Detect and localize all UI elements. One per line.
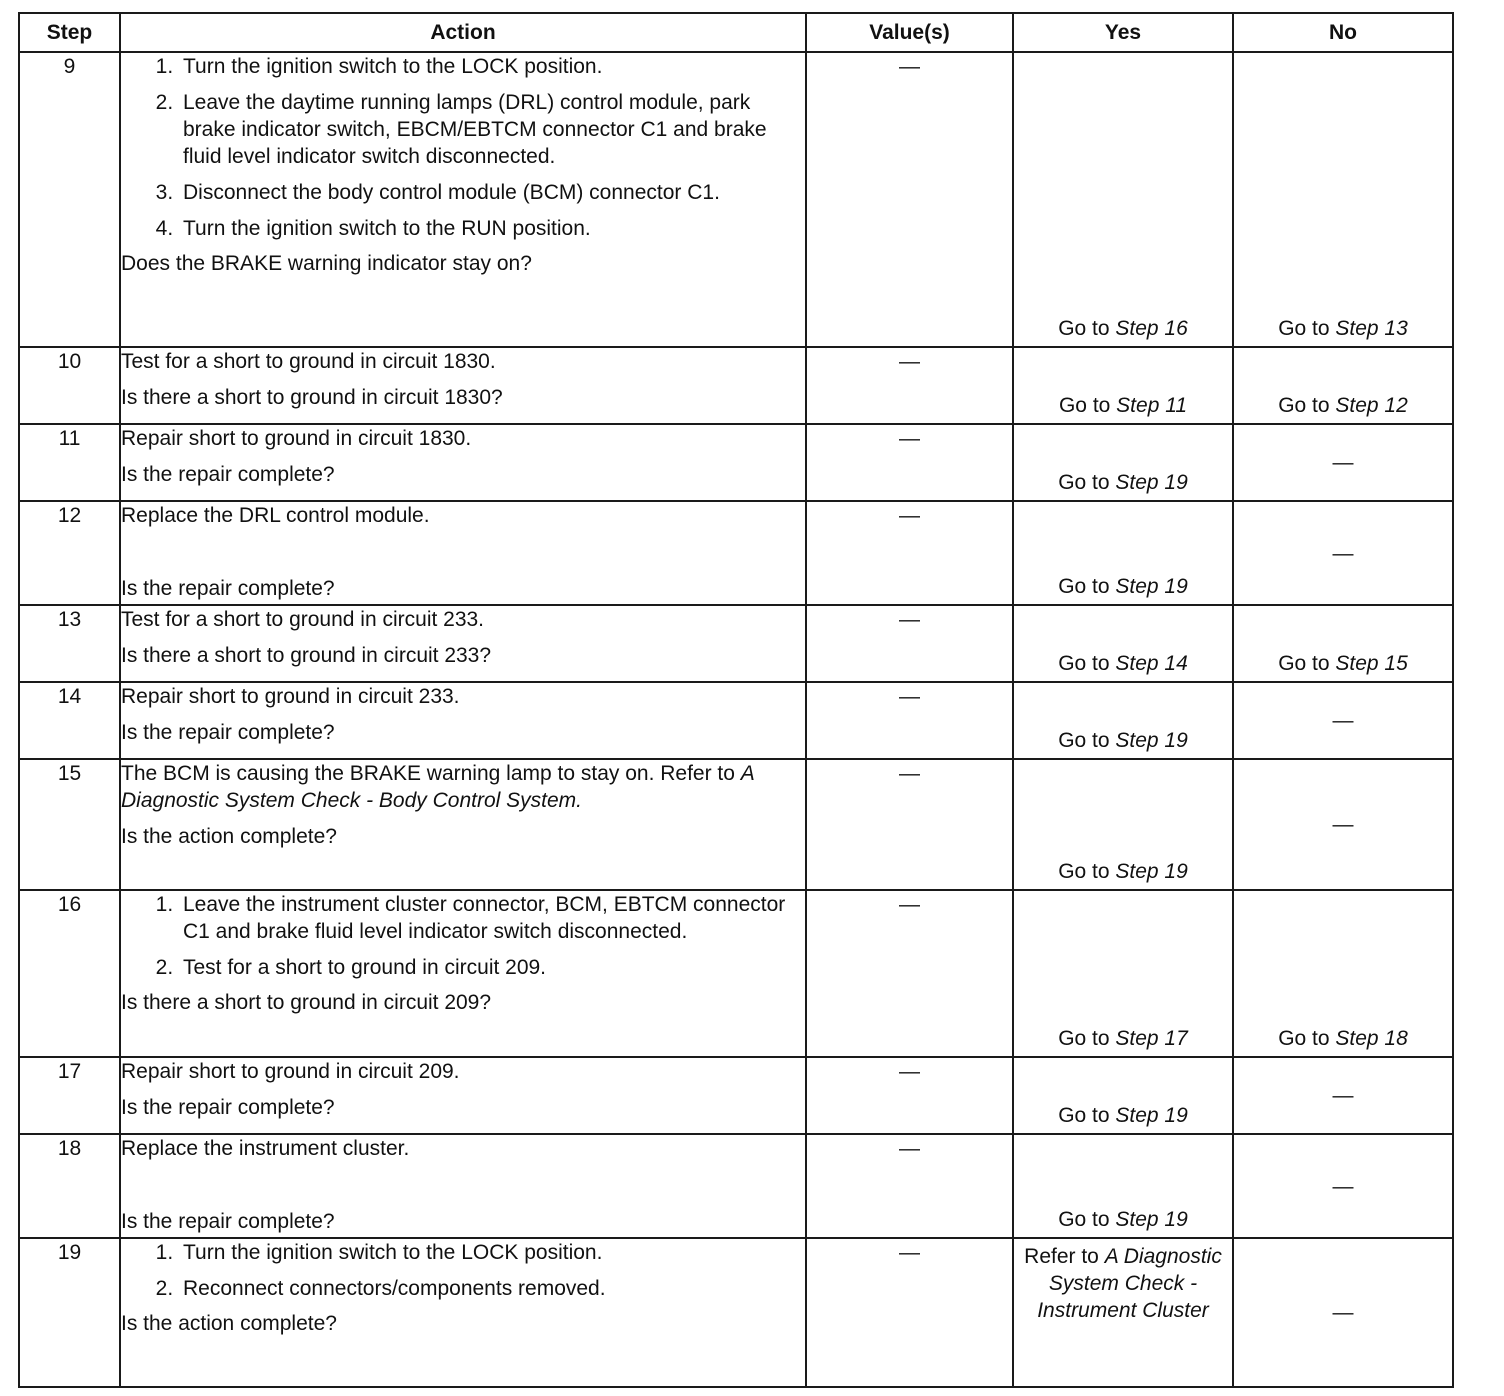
table-row — [19, 1134, 1453, 1238]
goto-step: Step 19 — [1115, 575, 1188, 598]
spacer — [121, 1171, 805, 1208]
goto-step: Step 19 — [1115, 860, 1188, 883]
table-row — [19, 347, 1453, 424]
action-question: Is the repair complete? — [121, 463, 335, 486]
reference-prefix: Refer to — [1024, 1245, 1105, 1268]
value-cell: — — [806, 605, 1013, 682]
yes-cell — [1013, 424, 1233, 501]
goto-prefix: Go to — [1058, 1208, 1116, 1231]
value-cell: — — [806, 347, 1013, 424]
table-row — [19, 424, 1453, 501]
header-action: Action — [120, 13, 806, 52]
step-number: 14 — [19, 682, 120, 759]
yes-goto-link[interactable] — [1014, 469, 1232, 496]
goto-step: Step 19 — [1115, 1208, 1188, 1231]
action-cell — [120, 605, 806, 682]
yes-goto-link[interactable] — [1014, 392, 1232, 419]
step-number: 19 — [19, 1238, 120, 1387]
goto-prefix: Go to — [1278, 394, 1336, 417]
step-number: 18 — [19, 1134, 120, 1238]
yes-goto-link[interactable] — [1014, 650, 1232, 677]
action-cell — [120, 347, 806, 424]
yes-cell — [1013, 1057, 1233, 1134]
action-cell — [120, 1134, 806, 1238]
goto-step: Step 19 — [1115, 729, 1188, 752]
step-number: 10 — [19, 347, 120, 424]
table-row — [19, 1057, 1453, 1134]
yes-cell — [1013, 605, 1233, 682]
step-number: 11 — [19, 424, 120, 501]
action-step: 1. Turn the ignition switch to the LOCK position. — [179, 1239, 805, 1266]
yes-goto-link[interactable] — [1014, 1206, 1232, 1233]
action-step: 2. Reconnect connectors/components removed. — [179, 1275, 805, 1302]
yes-cell — [1013, 682, 1233, 759]
action-text: Test for a short to ground in circuit 233. — [121, 608, 485, 631]
action-cell — [120, 682, 806, 759]
value-cell: — — [806, 1057, 1013, 1134]
step-number: 13 — [19, 605, 120, 682]
action-question: Is the repair complete? — [121, 1210, 335, 1233]
no-cell: — — [1233, 1057, 1453, 1134]
goto-step: Step 15 — [1335, 652, 1408, 675]
action-cell — [120, 424, 806, 501]
table-row — [19, 1238, 1453, 1387]
goto-prefix: Go to — [1058, 1104, 1116, 1127]
yes-goto-link[interactable] — [1014, 1102, 1232, 1129]
goto-prefix: Go to — [1058, 1027, 1116, 1050]
goto-prefix: Go to — [1278, 317, 1336, 340]
value-cell: — — [806, 682, 1013, 759]
yes-cell — [1013, 759, 1233, 890]
action-text: Repair short to ground in circuit 209. — [121, 1060, 460, 1083]
diagnostic-table — [18, 12, 1454, 1388]
no-cell: — — [1233, 1134, 1453, 1238]
goto-step: Step 18 — [1335, 1027, 1408, 1050]
step-number: 9 — [19, 52, 120, 347]
action-question: Is the repair complete? — [121, 577, 335, 600]
yes-goto-link[interactable] — [1014, 727, 1232, 754]
no-goto-link[interactable] — [1234, 315, 1452, 342]
goto-prefix: Go to — [1058, 652, 1116, 675]
yes-goto-link[interactable] — [1014, 315, 1232, 342]
action-question: Does the BRAKE warning indicator stay on? — [121, 252, 532, 275]
action-text-plain: The BCM is causing the BRAKE warning lamp to stay on. Refer to — [121, 762, 741, 785]
no-cell: — — [1233, 682, 1453, 759]
goto-prefix: Go to — [1058, 729, 1116, 752]
step-number: 12 — [19, 501, 120, 605]
goto-step: Step 13 — [1335, 317, 1408, 340]
goto-prefix: Go to — [1058, 317, 1116, 340]
yes-cell — [1013, 501, 1233, 605]
table-row — [19, 501, 1453, 605]
yes-cell — [1013, 1134, 1233, 1238]
action-text: Replace the instrument cluster. — [121, 1137, 410, 1160]
action-step: 2. Leave the daytime running lamps (DRL) control module, park brake indicator switch, EBCM/EBTCM connector C1 and brake fluid level indicator switch disconnected. — [179, 89, 805, 170]
table-row — [19, 682, 1453, 759]
value-cell: — — [806, 424, 1013, 501]
no-cell: — — [1233, 1238, 1453, 1387]
action-step: 2. Test for a short to ground in circuit 209. — [179, 954, 805, 981]
step-number: 16 — [19, 890, 120, 1057]
no-cell: — — [1233, 424, 1453, 501]
no-goto-link[interactable] — [1234, 650, 1452, 677]
value-cell: — — [806, 890, 1013, 1057]
action-question: Is there a short to ground in circuit 233? — [121, 644, 492, 667]
goto-prefix: Go to — [1278, 1027, 1336, 1050]
header-row — [19, 13, 1453, 52]
header-no: No — [1233, 13, 1453, 52]
no-cell — [1233, 347, 1453, 424]
yes-cell — [1013, 347, 1233, 424]
header-values: Value(s) — [806, 13, 1013, 52]
table-row — [19, 605, 1453, 682]
yes-goto-link[interactable] — [1014, 858, 1232, 885]
action-text: Repair short to ground in circuit 233. — [121, 685, 460, 708]
value-cell: — — [806, 1134, 1013, 1238]
action-step: 4. Turn the ignition switch to the RUN position. — [179, 215, 805, 242]
step-number: 17 — [19, 1057, 120, 1134]
action-question: Is the action complete? — [121, 825, 337, 848]
action-steps-list — [121, 53, 805, 242]
table-row — [19, 890, 1453, 1057]
no-goto-link[interactable] — [1234, 1025, 1452, 1052]
table-row — [19, 52, 1453, 347]
action-cell — [120, 52, 806, 347]
goto-step: Step 11 — [1116, 394, 1188, 417]
yes-goto-link[interactable] — [1014, 1025, 1232, 1052]
no-goto-link[interactable] — [1234, 392, 1452, 419]
action-question: Is the repair complete? — [121, 721, 335, 744]
action-cell — [120, 1238, 806, 1387]
table-row — [19, 759, 1453, 890]
yes-cell — [1013, 890, 1233, 1057]
header-step: Step — [19, 13, 120, 52]
action-cell — [120, 890, 806, 1057]
no-cell: — — [1233, 759, 1453, 890]
goto-prefix: Go to — [1058, 471, 1116, 494]
action-text: Replace the DRL control module. — [121, 504, 430, 527]
action-question: Is the repair complete? — [121, 1096, 335, 1119]
action-step: 3. Disconnect the body control module (BCM) connector C1. — [179, 179, 805, 206]
action-question: Is the action complete? — [121, 1312, 337, 1335]
yes-goto-link[interactable] — [1014, 573, 1232, 600]
goto-step: Step 19 — [1115, 471, 1188, 494]
action-steps-list — [121, 1239, 805, 1302]
no-cell: — — [1233, 501, 1453, 605]
action-cell — [120, 501, 806, 605]
action-cell — [120, 1057, 806, 1134]
action-cell — [120, 759, 806, 890]
value-cell: — — [806, 1238, 1013, 1387]
value-cell: — — [806, 52, 1013, 347]
action-step: 1. Leave the instrument cluster connector, BCM, EBTCM connector C1 and brake fluid level indicator switch disconnected. — [179, 891, 805, 945]
value-cell: — — [806, 501, 1013, 605]
yes-reference-link[interactable] — [1014, 1239, 1232, 1328]
spacer — [121, 538, 805, 575]
action-reference-link[interactable]: A Diagnostic System Check - Body Control System. — [121, 762, 755, 812]
value-cell: — — [806, 759, 1013, 890]
action-step: 1. Turn the ignition switch to the LOCK position. — [179, 53, 805, 80]
step-number: 15 — [19, 759, 120, 890]
action-text: Test for a short to ground in circuit 1830. — [121, 350, 496, 373]
action-text — [121, 760, 805, 814]
goto-step: Step 17 — [1115, 1027, 1188, 1050]
goto-step: Step 19 — [1115, 1104, 1188, 1127]
goto-prefix: Go to — [1278, 652, 1336, 675]
goto-prefix: Go to — [1058, 575, 1116, 598]
goto-prefix: Go to — [1058, 394, 1117, 417]
action-question: Is there a short to ground in circuit 1830? — [121, 386, 503, 409]
action-text: Repair short to ground in circuit 1830. — [121, 427, 472, 450]
yes-cell — [1013, 52, 1233, 347]
reference-title: A Diagnostic System Check - Instrument Cluster — [1037, 1245, 1222, 1322]
no-cell — [1233, 605, 1453, 682]
no-cell — [1233, 52, 1453, 347]
action-steps-list — [121, 891, 805, 981]
goto-step: Step 12 — [1335, 394, 1408, 417]
header-yes: Yes — [1013, 13, 1233, 52]
goto-step: Step 16 — [1115, 317, 1188, 340]
goto-prefix: Go to — [1058, 860, 1116, 883]
yes-cell — [1013, 1238, 1233, 1387]
goto-step: Step 14 — [1115, 652, 1188, 675]
action-question: Is there a short to ground in circuit 209? — [121, 991, 492, 1014]
no-cell — [1233, 890, 1453, 1057]
